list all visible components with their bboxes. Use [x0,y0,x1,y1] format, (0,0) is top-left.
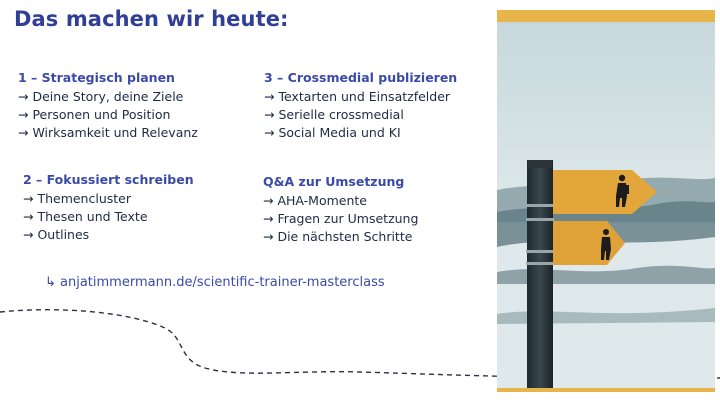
list-item: → AHA-Momente [263,193,367,208]
list-item: → Themencluster [23,191,131,206]
list-item: → Personen und Position [18,107,171,122]
signpost-photo [497,10,715,392]
section-heading: 2 – Fokussiert schreiben [23,172,194,187]
section-heading: Q&A zur Umsetzung [263,174,405,189]
slide-title: Das machen wir heute: [14,7,289,31]
section-heading: 1 – Strategisch planen [18,70,175,85]
list-item: → Fragen zur Umsetzung [263,211,419,226]
list-item: → Textarten und Einsatzfelder [264,89,451,104]
masterclass-link[interactable]: ↳ anjatimmermann.de/scientific-trainer-masterclass [45,275,385,290]
list-item: → Thesen und Texte [23,209,148,224]
list-item: → Wirksamkeit und Relevanz [18,125,198,140]
list-item: → Die nächsten Schritte [263,229,413,244]
list-item: → Social Media und KI [264,125,401,140]
winter-signpost-illustration [497,22,715,388]
section-heading: 3 – Crossmedial publizieren [264,70,458,85]
list-item: → Serielle crossmedial [264,107,404,122]
list-item: → Outlines [23,227,90,242]
list-item: → Deine Story, deine Ziele [18,89,184,104]
